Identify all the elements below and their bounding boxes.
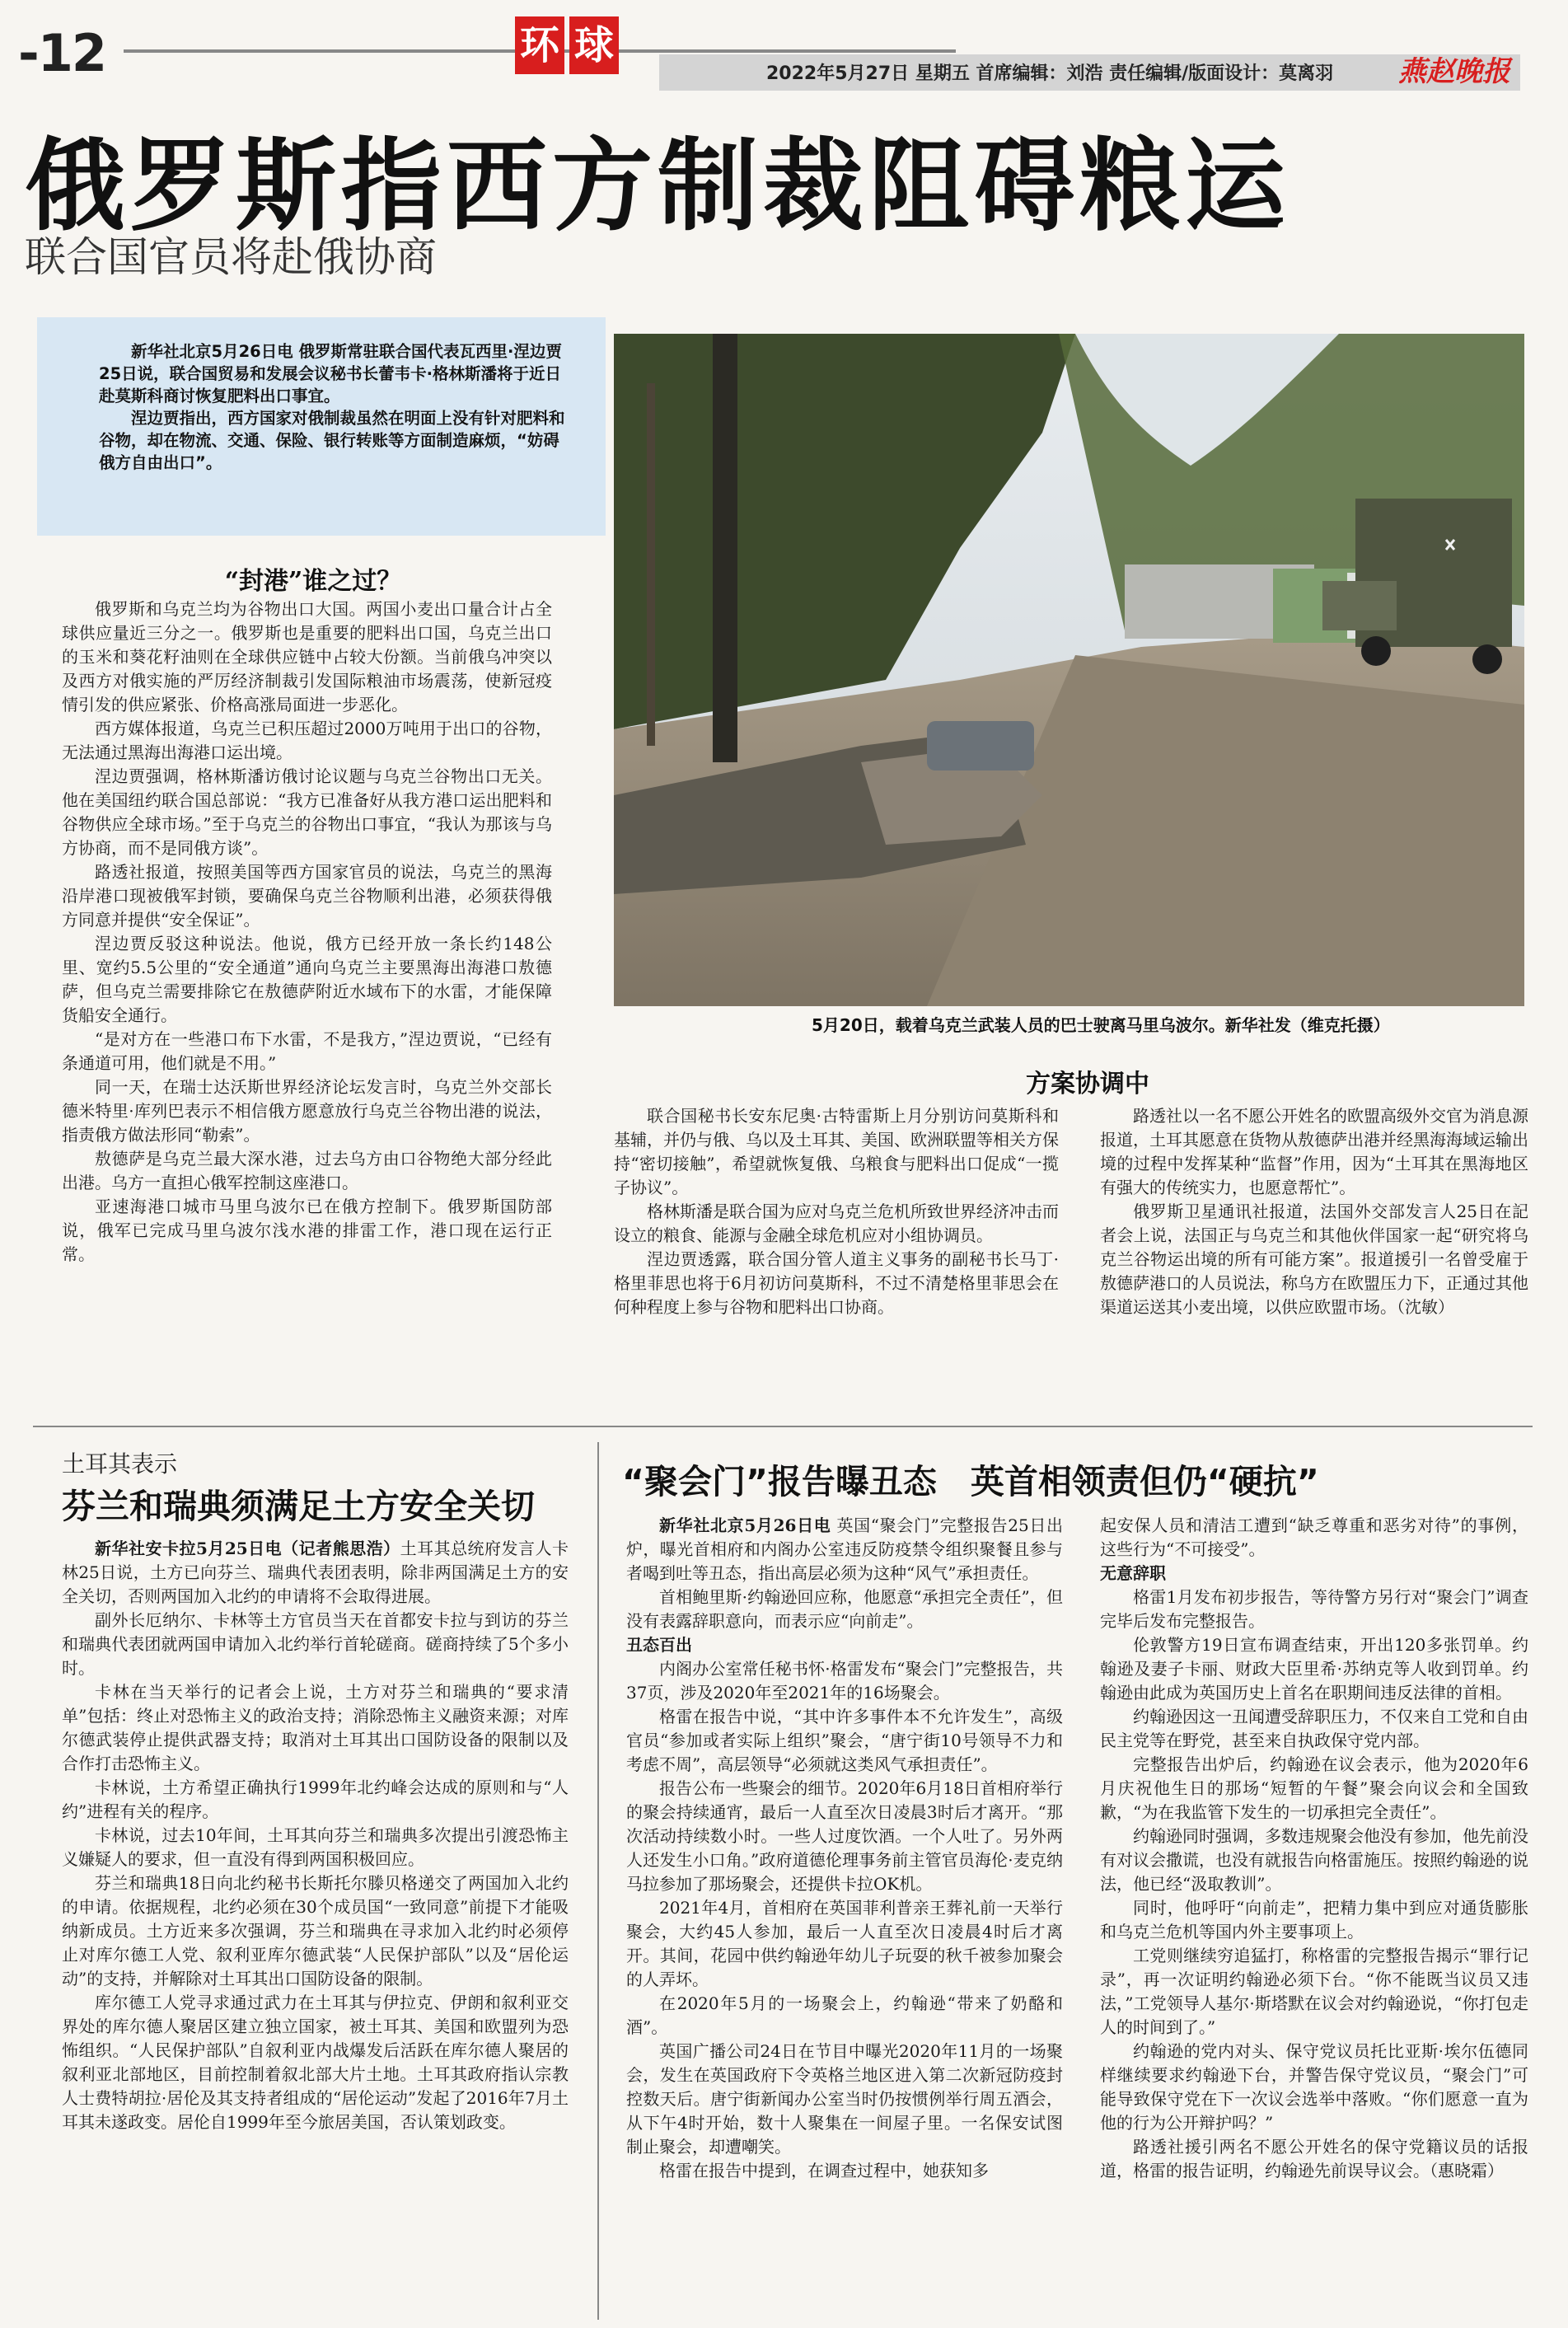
header-meta: 2022年5月27日 星期五 首席编辑：刘浩 责任编辑/版面设计：莫离羽 [766, 63, 1334, 84]
body-paragraph: 内阁办公室常任秘书怀·格雷发布“聚会门”完整报告，共37页，涉及2020年至2021年的16场聚会。 [626, 1659, 1063, 1703]
turkey-kicker: 土耳其表示 [62, 1450, 178, 1478]
section2-title: 方案协调中 [1026, 1070, 1149, 1098]
body-paragraph: 亚速海港口城市马里乌波尔已在俄方控制下。俄罗斯国防部说，俄军已完成马里乌波尔浅水港的排雷工作，港口现在运行正常。 [62, 1197, 552, 1264]
lead-box [37, 317, 606, 536]
uk-col2 [1100, 1514, 1528, 2183]
body-paragraph: 涅边贾透露，联合国分管人道主义事务的副秘书长马丁·格里菲思也将于6月初访问莫斯科，不过不清楚格里菲思会在何种程度上参与谷物和肥料出口协商。 [614, 1249, 1059, 1317]
page-number: -12 [18, 23, 106, 83]
body-paragraph: 约翰逊的党内对头、保守党议员托比亚斯·埃尔伍德同样继续要求约翰逊下台，并警告保守党议员，“聚会门”可能导致保守党在下一次议会选举中落败。“你们愿意一直为他的行为公开辩护吗？” [1100, 2041, 1528, 2133]
body-paragraph: 涅边贾强调，格林斯潘访俄讨论议题与乌克兰谷物出口无关。他在美国纽约联合国总部说：“我方已准备好从我方港口运出肥料和谷物供应全球市场。”至于乌克兰的谷物出口事宜，“我认为那该与乌方协商，而不是同俄方谈”。 [62, 766, 552, 858]
body-paragraph: 库尔德工人党寻求通过武力在土耳其与伊拉克、伊朗和叙利亚交界处的库尔德人聚居区建立独立国家，被土耳其、美国和欧盟列为恐怖组织。“人民保护部队”自叙利亚内战爆发后活跃在库尔德人聚居的叙利亚北部地区，目前控制着叙北部大片土地。土耳其政府指认宗教人士费特胡拉·居伦及其支持者组成的“居伦运动”发起了2016年7月土耳其未遂政变。居伦自1999年至今旅居美国，否认策划政变。 [62, 1993, 569, 2132]
body-paragraph: 卡林说，土方希望正确执行1999年北约峰会达成的原则和与“人约”进程有关的程序。 [62, 1778, 569, 1821]
section1-body [62, 597, 552, 1267]
main-subheadline: 联合国官员将赴俄协商 [25, 233, 437, 281]
body-paragraph: 芬兰和瑞典18日向北约秘书长斯托尔滕贝格递交了两国加入北约的申请。依据规程，北约必须在30个成员国“一致同意”前提下才能吸纳新成员。土方近来多次强调，芬兰和瑞典在寻求加入北约时必须停止对库尔德工人党、叙利亚库尔德武装“人民保护部队”以及“居伦运动”的支持，并解除对土耳其出口国防设备的限制。 [62, 1873, 569, 1988]
body-paragraph: 俄罗斯卫星通讯社报道，法国外交部发言人25日在記者会上说，法国正与乌克兰和其他伙伴国家一起“研究将乌克兰谷物运出境的所有可能方案”。报道援引一名曾受雇于敖德萨港口的人员说法，称乌方在欧盟压力下，正通过其他渠道运送其小麦出境，以供应欧盟市场。（沈敏） [1100, 1201, 1528, 1317]
body-paragraph: 首相鲍里斯·约翰逊回应称，他愿意“承担完全责任”，但没有表露辞职意向，而表示应“向前走”。 [626, 1587, 1063, 1631]
body-paragraph: 卡林说，过去10年间，土耳其向芬兰和瑞典多次提出引渡恐怖主义嫌疑人的要求，但一直没有得到两国积极回应。 [62, 1825, 569, 1869]
turkey-body [62, 1537, 569, 2134]
body-paragraph: 卡林在当天举行的记者会上说，土方对芬兰和瑞典的“要求清单”包括：终止对恐怖主义的政治支持；消除恐怖主义融资来源；对库尔德武装停止提供武器支持；取消对土耳其出口国防设备的限制以及合作打击恐怖主义。 [62, 1682, 569, 1773]
body-paragraph: 联合国秘书长安东尼奥·古特雷斯上月分别访问莫斯科和基辅，并仍与俄、乌以及土耳其、美国、欧洲联盟等相关方保持“密切接触”，希望就恢复俄、乌粮食与肥料出口促成“一揽子协议”。 [614, 1106, 1059, 1197]
body-paragraph: 路透社援引两名不愿公开姓名的保守党籍议员的话报道，格雷的报告证明，约翰逊先前误导议会。（惠晓霜） [1100, 2137, 1528, 2180]
lead-paragraph: 新华社北京5月26日电 俄罗斯常驻联合国代表瓦西里·涅边贾25日说，联合国贸易和发展会议秘书长蕾韦卡·格林斯潘将于近日赴莫斯科商讨恢复肥料出口事宜。 [99, 342, 562, 405]
body-paragraph: 约翰逊同时强调，多数违规聚会他没有参加，他先前没有对议会撒谎，也没有就报告向格雷施压。按照约翰逊的说法，他已经“汲取教训”。 [1100, 1826, 1528, 1894]
body-paragraph: 在2020年5月的一场聚会上，约翰逊“带来了奶酪和酒”。 [626, 1993, 1063, 2037]
body-paragraph: 2021年4月，首相府在英国菲利普亲王葬礼前一天举行聚会，大约45人参加，最后一人直至次日凌晨4时后才离开。其间，花园中供约翰逊年幼儿子玩耍的秋千被参加聚会的人弄坏。 [626, 1898, 1063, 1989]
uk-headline: “聚会门”报告曝丑态 英首相领责但仍“硬抗” [622, 1462, 1319, 1501]
story-divider [33, 1426, 1533, 1427]
body-paragraph: 报告公布一些聚会的细节。2020年6月18日首相府举行的聚会持续通宵，最后一人直至次日凌晨3时后才离开。“那次活动持续数小时。一些人过度饮酒。一个人吐了。另外两人还发生小口角。”政府道德伦理事务前主管官员海伦·麦克纳马拉参加了那场聚会，还提供卡拉OK机。 [626, 1778, 1063, 1894]
news-photo [614, 334, 1524, 1006]
section2-col2 [1100, 1104, 1528, 1319]
road-convoy-photo [614, 334, 1524, 1006]
body-paragraph: 同时，他呼吁“向前走”，把精力集中到应对通货膨胀和乌克兰危机等国内外主要事项上。 [1100, 1898, 1528, 1942]
body-paragraph: 西方媒体报道，乌克兰已积压超过2000万吨用于出口的谷物，无法通过黑海出海港口运出境。 [62, 719, 552, 762]
body-paragraph: 路透社以一名不愿公开姓名的欧盟高级外交官为消息源报道，土耳其愿意在货物从敖德萨出港并经黑海海域运输出境的过程中发挥某种“监督”作用，因为“土耳其在黑海地区有强大的传统实力，也愿意帮忙”。 [1100, 1106, 1528, 1197]
dateline: 新华社安卡拉5月25日电（记者熊思浩） [95, 1539, 400, 1558]
body-paragraph: 新华社安卡拉5月25日电（记者熊思浩）土耳其总统府发言人卡林25日说，土方已向芬兰、瑞典代表团表明，除非两国满足土方的安全关切，否则两国加入北约的申请将不会取得进展。 [62, 1539, 569, 1606]
body-paragraph: 格雷1月发布初步报告，等待警方另行对“聚会门”调查完毕后发布完整报告。 [1100, 1587, 1528, 1631]
body-paragraph: 同一天，在瑞士达沃斯世界经济论坛发言时，乌克兰外交部长德米特里·库列巴表示不相信俄方愿意放行乌克兰谷物出港的说法，指责俄方做法形同“勒索”。 [62, 1077, 552, 1145]
body-paragraph: 副外长厄纳尔、卡林等土方官员当天在首都安卡拉与到访的芬兰和瑞典代表团就两国申请加入北约举行首轮磋商。磋商持续了5个多小时。 [62, 1610, 569, 1678]
main-headline: 俄罗斯指西方制裁阻碍粮运 [25, 128, 1290, 245]
body-paragraph: 英国广播公司24日在节目中曝光2020年11月的一场聚会，发生在英国政府下令英格兰地区进入第二次新冠防疫封控数天后。唐宁街新闻办公室当时仍按惯例举行周五酒会，从下午4时开始，数十人聚集在一间屋子里。一名保安试图制止聚会，却遭嘲笑。 [626, 2041, 1063, 2157]
body-paragraph: 约翰逊因这一丑闻遭受辞职压力，不仅来自工党和自由民主党等在野党，甚至来自执政保守党内部。 [1100, 1707, 1528, 1750]
body-paragraph: 工党则继续穷追猛打，称格雷的完整报告揭示“罪行记录”，再一次证明约翰逊必须下台。“你不能既当议员又违法，”工党领导人基尔·斯塔默在议会对约翰逊说，“你打包走人的时间到了。” [1100, 1946, 1528, 2037]
section-badge-char1: 环 [515, 16, 564, 74]
body-paragraph: 格雷在报告中提到，在调查过程中，她获知多 [659, 2161, 989, 2180]
uk-col1 [626, 1514, 1063, 2183]
section2-col1 [614, 1104, 1059, 1319]
photo-caption: 5月20日，载着乌克兰武装人员的巴士驶离马里乌波尔。新华社发（维克托摄） [812, 1015, 1390, 1035]
lead-paragraph: 涅边贾指出，西方国家对俄制裁虽然在明面上没有针对肥料和谷物，却在物流、交通、保险、银行转账等方面制造麻烦，“妨碍俄方自由出口”。 [99, 409, 565, 472]
body-paragraph: 完整报告出炉后，约翰逊在议会表示，他为2020年6月庆祝他生日的那场“短暂的午餐”聚会向议会和全国致歉，“为在我监管下发生的一切承担完全责任”。 [1100, 1754, 1528, 1822]
body-paragraph: 俄罗斯和乌克兰均为谷物出口大国。两国小麦出口量合计占全球供应量近三分之一。俄罗斯也是重要的肥料出口国，乌克兰出口的玉米和葵花籽油则在全球供应链中占较大份额。当前俄乌冲突以及西方对俄实施的严厉经济制裁引发国际粮油市场震荡，使新冠疫情引发的供应紧张、价格高涨局面进一步恶化。 [62, 599, 552, 714]
body-paragraph: 新华社北京5月26日电 英国“聚会门”完整报告25日出炉，曝光首相府和内阁办公室违反防疫禁令组织聚餐且参与者喝到吐等丑态，指出高层必须为这种“风气”承担责任。 [626, 1515, 1064, 1583]
body-paragraph: 路透社报道，按照美国等西方国家官员的说法，乌克兰的黑海沿岸港口现被俄军封锁，要确保乌克兰谷物顺利出港，必须获得俄方同意并提供“安全保证”。 [62, 862, 552, 930]
body-paragraph: 起安保人员和清洁工遭到“缺乏尊重和恶劣对待”的事例，这些行为“不可接受”。 [1100, 1515, 1528, 1559]
body-paragraph: 格雷在报告中说，“其中许多事件本不允许发生”，高级官员“参加或者实际上组织”聚会，“唐宁街10号领导不力和考虑不周”，高层领导“必须就这类风气承担责任”。 [626, 1707, 1063, 1774]
column-divider [597, 1442, 599, 2320]
turkey-headline: 芬兰和瑞典须满足土方安全关切 [62, 1487, 535, 1526]
body-paragraph: 敖德萨是乌克兰最大深水港，过去乌方由口谷物绝大部分经此出港。乌方一直担心俄军控制这座港口。 [62, 1149, 552, 1192]
body-paragraph: 伦敦警方19日宣布调查结束，开出120多张罚单。约翰逊及妻子卡丽、财政大臣里希·苏纳克等人收到罚单。约翰逊由此成为英国历史上首名在职期间违反法律的首相。 [1100, 1635, 1528, 1703]
subsection-heading: 无意辞职 [1100, 1563, 1166, 1583]
dateline: 新华社北京5月26日电 [659, 1515, 831, 1535]
body-paragraph: 涅边贾反驳这种说法。他说，俄方已经开放一条长约148公里、宽约5.5公里的“安全通道”通向乌克兰主要黑海出海港口敖德萨，但乌克兰需要排除它在敖德萨附近水域布下的水雷，才能保障货船安全通行。 [62, 934, 552, 1025]
body-paragraph: 格林斯潘是联合国为应对乌克兰危机所致世界经济冲击而设立的粮食、能源与金融全球危机应对小组协调员。 [614, 1201, 1059, 1245]
subsection-heading: 丑态百出 [626, 1635, 692, 1655]
body-paragraph: “是对方在一些港口布下水雷，不是我方，”涅边贾说，“已经有条通道可用，他们就是不用。” [62, 1029, 552, 1073]
newspaper-logo: 燕赵晚报 [1398, 55, 1510, 88]
section1-title: “封港”谁之过？ [224, 567, 402, 596]
section-badge-char2: 球 [569, 16, 619, 74]
